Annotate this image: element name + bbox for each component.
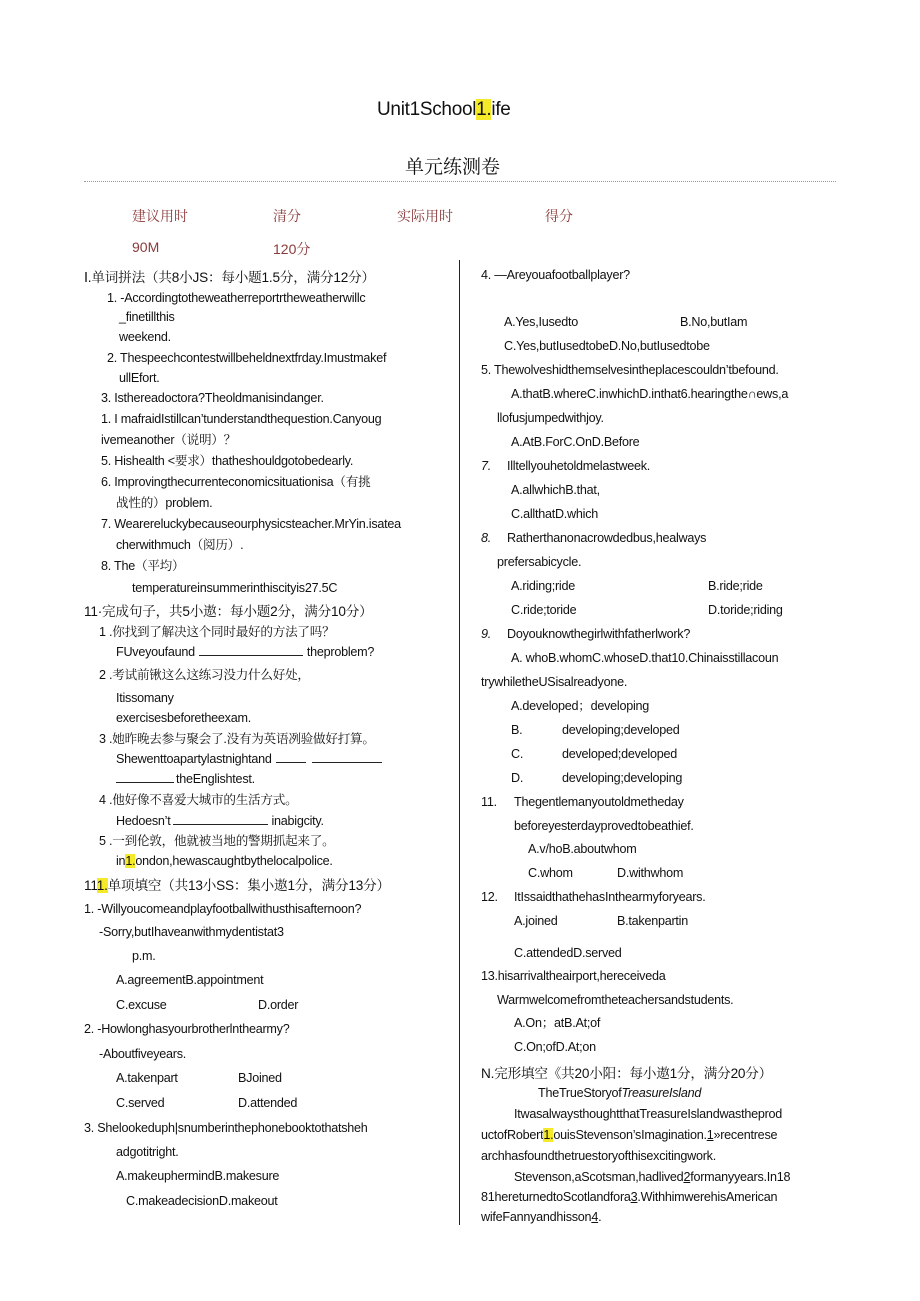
s3-line: -Aboutfiveyears.: [99, 1047, 186, 1061]
meta-label-full-score: 清分: [273, 208, 301, 224]
q-line: Thegentlemanyoutoldmetheday: [514, 795, 684, 809]
q-option: A.On；atB.At;of: [514, 1016, 601, 1030]
s2-line: Itissomany: [116, 691, 174, 705]
s3-option: BJoined: [238, 1071, 282, 1085]
q-option: B.No,butIam: [680, 315, 748, 329]
s3-line: p.m.: [132, 949, 156, 963]
s3-option: A.makeuphermindB.makesure: [116, 1169, 280, 1183]
q-option: A.allwhichB.that,: [511, 483, 600, 497]
s2-line: 1 .你找到了解决这个同时最好的方法了吗？: [99, 625, 335, 639]
q-option: A.AtB.ForC.OnD.Before: [511, 435, 640, 449]
q-line: A.thatB.whereC.inwhichD.inthat6.hearingthe∩ews,a: [511, 387, 789, 401]
passage-line: 81hereturnedtoScotlandfora3.WithhimwerehisAmerican: [481, 1190, 778, 1204]
q-option: developing;developing: [562, 771, 683, 785]
q-option: C.allthatD.which: [511, 507, 598, 521]
q-line: beforeyesterdayprovedtobeathief.: [514, 819, 694, 833]
s2-line: Shewenttoapartylastnightand: [116, 751, 382, 767]
passage-line: Stevenson,aScotsman,hadlived2formanyyears.In18: [514, 1170, 791, 1184]
q-line: Doyouknowthegirlwithfatherlwork?: [507, 627, 691, 641]
passage-line: ItwasalwaysthoughtthatTreasureIslandwastheprod: [514, 1107, 783, 1121]
s3-option: A.takenpart: [116, 1071, 178, 1085]
s3-line: -Sorry,butIhaveanwithmydentistat3: [99, 925, 284, 939]
page-title: Unit1School1.ife: [377, 99, 511, 120]
s3-option: D.attended: [238, 1096, 298, 1110]
q-line: ItIssaidthathehasInthearmyforyears.: [514, 890, 706, 904]
story-title: TheTrueStoryofTreasureIsland: [538, 1086, 702, 1100]
s1-line: 1. -Accordingtotheweatherreportrtheweatherwillc: [107, 291, 366, 305]
section-2-title: 11·完成句子，共5小遨：每小题2分，满分10分）: [84, 604, 373, 619]
s2-line: 4 .他好像不喜爱大城市的生活方式。: [99, 793, 298, 807]
q-line: 13.hisarrivaltheairport,hereceiveda: [481, 969, 666, 983]
s1-line: 1. I mafraidIstillcan’tunderstandthequestion.Canyoug: [101, 412, 382, 426]
q-line: Warmwelcomefromtheteachersandstudents.: [497, 993, 734, 1007]
s1-line: temperatureinsummerinthiscityis27.5C: [132, 581, 338, 595]
q-line: llofusjumpedwithjoy.: [497, 411, 604, 425]
section-4-title: N.完形填空《共20小阳：每小遨1分，满分20分）: [481, 1066, 773, 1081]
s3-line: 3. Shelookeduph|snumberinthephonebooktothatsheh: [84, 1121, 368, 1135]
s1-line: cherwithmuch（阅历）.: [116, 538, 244, 552]
q-line: prefersabicycle.: [497, 555, 582, 569]
s3-option: D.order: [258, 998, 299, 1012]
section-1-title: Ⅰ.单词拼法（共8小JS：每小题1.5分，满分12分）: [84, 270, 375, 285]
q-number: 8.: [481, 531, 492, 545]
s1-line: 6. Improvingthecurrenteconomicsituationisa（有挑: [101, 475, 371, 489]
s1-line: 8. The（平均）: [101, 559, 185, 573]
meta-value-full-score: 120分: [273, 241, 311, 257]
s1-line: weekend.: [119, 330, 171, 344]
s1-line: 2. Thespeechcontestwillbeheldnextfrday.Imustmakef: [107, 351, 387, 365]
q-option: C.On;ofD.At;on: [514, 1040, 596, 1054]
q-option: A.developed；developing: [511, 699, 650, 713]
meta-label-score: 得分: [545, 208, 573, 224]
passage-line: uctofRobert1.ouisStevenson’sImagination.1»recentrese: [481, 1128, 778, 1142]
s3-option: C.served: [116, 1096, 165, 1110]
q-line: 5. Thewolveshidthemselvesintheplacescouldn’tbefound.: [481, 363, 779, 377]
header-divider: [84, 181, 836, 182]
q-option: B.ride;ride: [708, 579, 763, 593]
q-line: Ratherthanonacrowdedbus,healways: [507, 531, 707, 545]
q-option: D.toride;riding: [708, 603, 783, 617]
passage-line: archhasfoundthetruestoryofthisexcitingwork.: [481, 1149, 716, 1163]
s2-line: in1.ondon,hewascaughtbythelocalpolice.: [116, 854, 333, 868]
q-line: A. whoB.whomC.whoseD.that10.Chinaisstillacoun: [511, 651, 779, 665]
passage-line: wifeFannyandhisson4.: [481, 1210, 602, 1224]
s2-line: FUveyoufaund theproblem?: [116, 645, 375, 659]
q-number: 11.: [481, 795, 497, 809]
s3-line: adgotitright.: [116, 1145, 179, 1159]
meta-label-suggested-time: 建议用时: [132, 208, 188, 224]
s1-line: 战性的）problem.: [116, 496, 213, 510]
q-option-letter: D.: [511, 771, 524, 785]
s3-line: 2. -Howlonghasyourbrotherlnthearmy?: [84, 1022, 290, 1036]
q-option: developing;developed: [562, 723, 680, 737]
q-option: D.withwhom: [617, 866, 684, 880]
q-line: 4. —Areyouafootballplayer?: [481, 268, 630, 282]
s3-line: 1. -Willyoucomeandplayfootballwithusthisafternoon?: [84, 902, 362, 916]
q-option: A.v/hoB.aboutwhom: [528, 842, 637, 856]
q-option: C.whom: [528, 866, 573, 880]
meta-value-suggested-time: 90M: [132, 239, 160, 255]
s1-line: 7. Wearereluckybecauseourphysicsteacher.MrYin.isatea: [101, 517, 401, 531]
q-number: 9.: [481, 627, 492, 641]
q-option: A.riding;ride: [511, 579, 575, 593]
q-option: developed;developed: [562, 747, 677, 761]
q-option: C.Yes,butIusedtobeD.No,butIusedtobe: [504, 339, 710, 353]
s1-line: ivemeanother（说明）？: [101, 433, 237, 447]
s1-line: ullEfort.: [119, 371, 160, 385]
s3-option: C.excuse: [116, 998, 167, 1012]
s1-line: 5. Hishealth <要求）thatheshouldgotobedearly.: [101, 454, 354, 468]
q-option: A.joined: [514, 914, 558, 928]
s2-line: 2 .考试前锹这么这练习没力什么好处，: [99, 668, 310, 682]
s2-line: Hedoesn’t inabigcity.: [116, 814, 324, 828]
q-option-letter: C.: [511, 747, 524, 761]
s1-line: _finetillthis: [119, 310, 175, 324]
s3-option: C.makeadecisionD.makeout: [126, 1194, 278, 1208]
s2-line: 3 .她昨晚去参与聚会了.没有为英语冽验做好打算。: [99, 732, 375, 746]
q-option: C.attendedD.served: [514, 946, 622, 960]
s1-line: 3. Isthereadoctora?Theoldmanisindanger.: [101, 391, 324, 405]
meta-label-actual-time: 实际用时: [397, 208, 453, 224]
q-line: trywhiletheUSisalreadyone.: [481, 675, 628, 689]
q-number: 7.: [481, 459, 492, 473]
q-line: Illtellyouhetoldmelastweek.: [507, 459, 651, 473]
s2-line: 5 .一到伦敦，他就被当地的警期抓起来了。: [99, 834, 335, 848]
q-option: B.takenpartin: [617, 914, 688, 928]
column-divider: [459, 260, 460, 1225]
s3-option: A.agreementB.appointment: [116, 973, 264, 987]
q-number: 12.: [481, 890, 498, 904]
q-option: C.ride;toride: [511, 603, 577, 617]
s2-line: exercisesbeforetheexam.: [116, 711, 251, 725]
section-3-title: 111.单项填空（共13小SS：集小遨1分，满分13分）: [84, 878, 390, 893]
s2-line: theEnglishtest.: [116, 771, 255, 787]
q-option-letter: B.: [511, 723, 523, 737]
q-option: A.Yes,Iusedto: [504, 315, 579, 329]
page-subtitle: 单元练测卷: [405, 157, 501, 178]
